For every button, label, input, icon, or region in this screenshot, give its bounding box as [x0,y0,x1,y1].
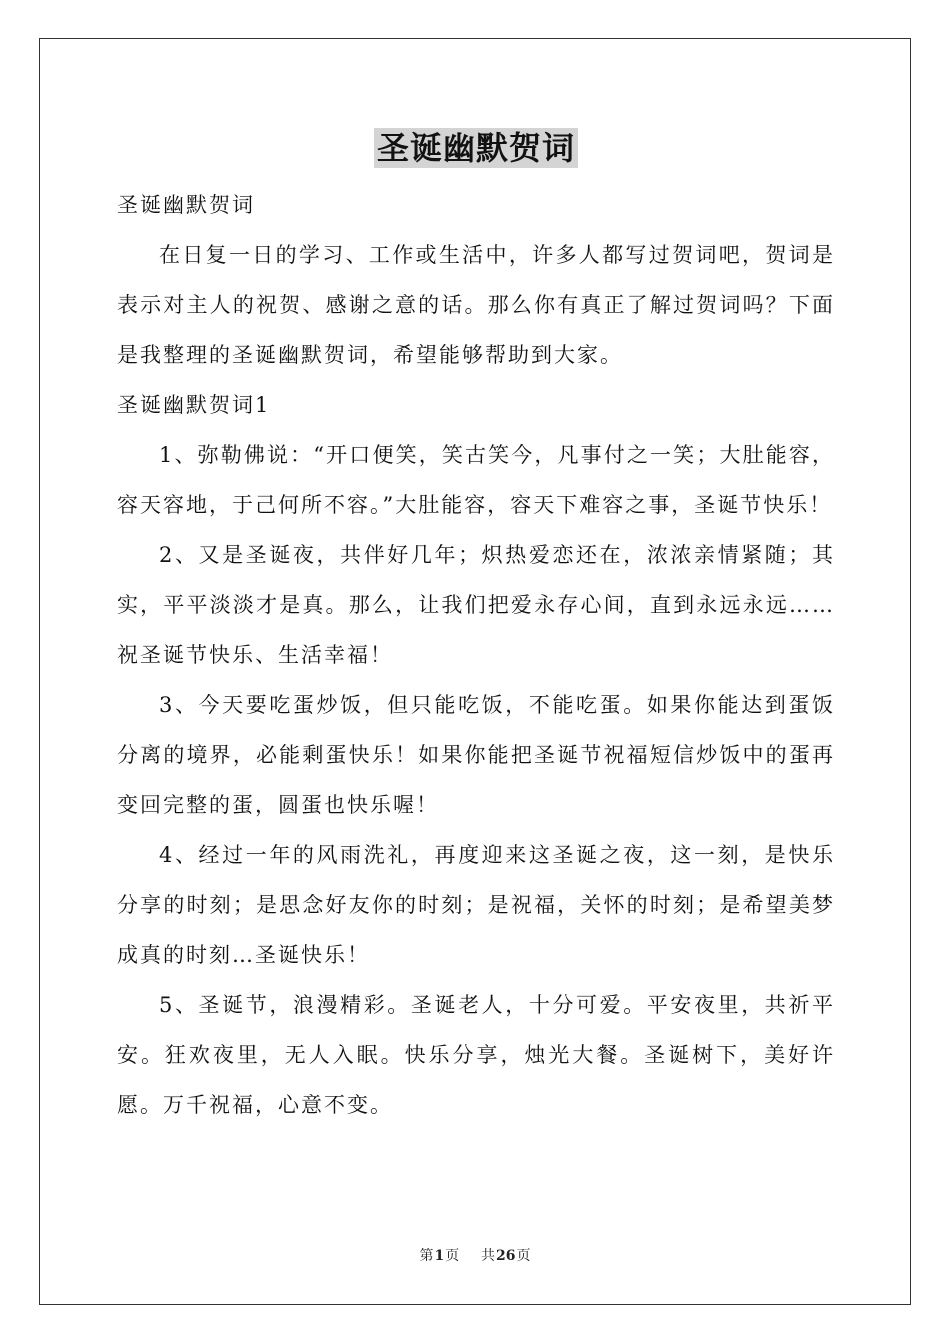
total-pages-indicator: 共26页 [481,1248,531,1264]
document-subtitle: 圣诞幽默贺词 [117,193,255,217]
document-body [117,128,835,1130]
page-indicator: 第1页 [419,1248,460,1264]
title-container [117,128,835,174]
total-pages-number: 26 [496,1248,516,1264]
document-title: 圣诞幽默贺词 [374,128,578,168]
greeting-item-1: 1、弥勒佛说：“开口便笑，笑古笑今，凡事付之一笑；大肚能容，容天容地，于己何所不容。”大肚能容，容天下难容之事，圣诞节快乐！ [117,443,835,517]
page-footer [0,1245,950,1265]
greeting-item-5: 5、圣诞节，浪漫精彩。圣诞老人，十分可爱。平安夜里，共祈平安。狂欢夜里，无人入眠。快乐分享，烛光大餐。圣诞树下，美好许愿。万千祝福，心意不变。 [117,993,835,1117]
intro-paragraph: 在日复一日的学习、工作或生活中，许多人都写过贺词吧，贺词是表示对主人的祝贺、感谢之意的话。那么你有真正了解过贺词吗？下面是我整理的圣诞幽默贺词，希望能够帮助到大家。 [117,243,835,367]
greeting-item-2: 2、又是圣诞夜，共伴好几年；炽热爱恋还在，浓浓亲情紧随；其实，平平淡淡才是真。那么，让我们把爱永存心间，直到永远永远……祝圣诞节快乐、生活幸福！ [117,543,835,667]
greeting-item-3: 3、今天要吃蛋炒饭，但只能吃饭，不能吃蛋。如果你能达到蛋饭分离的境界，必能剩蛋快乐！如果你能把圣诞节祝福短信炒饭中的蛋再变回完整的蛋，圆蛋也快乐喔！ [117,693,835,817]
section-heading: 圣诞幽默贺词1 [117,393,271,417]
current-page-number: 1 [434,1248,445,1264]
greeting-item-4: 4、经过一年的风雨洗礼，再度迎来这圣诞之夜，这一刻，是快乐分享的时刻；是思念好友你的时刻；是祝福，关怀的时刻；是希望美梦成真的时刻…圣诞快乐！ [117,843,835,967]
